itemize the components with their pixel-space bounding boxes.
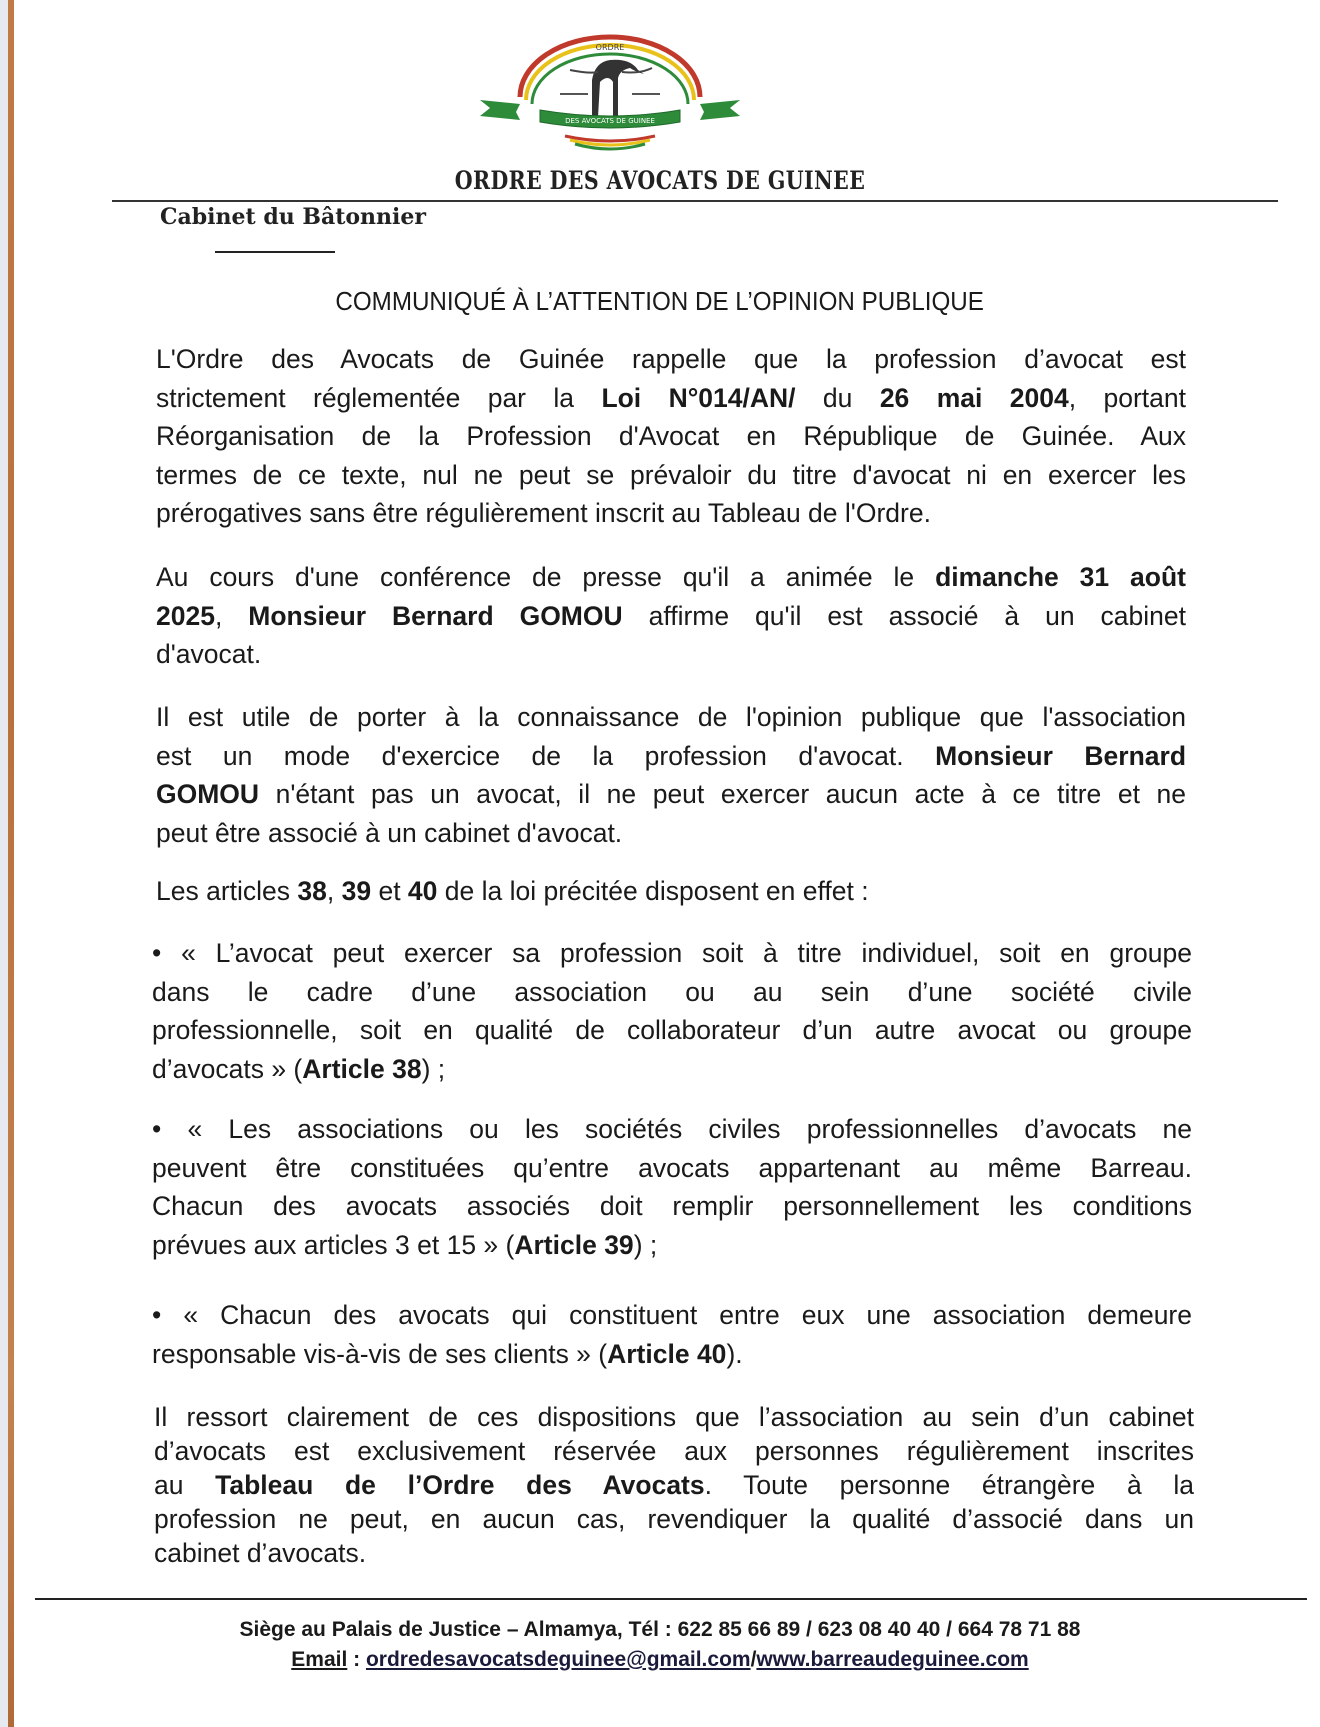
text-line: L'Ordre des Avocats de Guinée rappelle que la profession d’avocat est [156, 344, 1186, 374]
text-line [156, 379, 1186, 418]
email-link[interactable]: ordredesavocatsdeguinee@gmail.com [365, 1648, 751, 1671]
text-line [156, 558, 1186, 597]
bullet-icon: • [152, 1114, 162, 1144]
paragraph-conclusion [154, 1400, 1194, 1570]
text-line: Réorganisation de la Profession d'Avocat en République de Guinée. Aux [156, 421, 1186, 451]
paragraph-articles-intro [156, 872, 1186, 911]
text-run: ). [726, 1338, 743, 1369]
footer-address: Siège au Palais de Justice – Almamya, Tél : 622 85 66 89 / 623 08 40 40 / 664 78 71 88 [239, 1618, 1081, 1641]
text-run: de la loi précitée disposent en effet : [437, 876, 869, 906]
article-reference: Article 40 [607, 1338, 727, 1369]
footer-contact [0, 1648, 1320, 1672]
law-date: 26 mai 2004 [879, 382, 1069, 413]
text-run: ) ; [633, 1229, 658, 1260]
text-run: « L’avocat peut exercer sa profession soit à titre individuel, soit en groupe [181, 938, 1192, 968]
article-39-quote [152, 1110, 1192, 1264]
text-run: strictement réglementée par la [156, 382, 602, 413]
register-name: Tableau de l’Ordre des Avocats [215, 1470, 705, 1500]
office-underline [215, 251, 335, 253]
text-run: « Chacun des avocats qui constituent entre eux une association demeure [183, 1300, 1192, 1330]
office-name: Cabinet du Bâtonnier [160, 204, 426, 230]
text-line [156, 597, 1186, 636]
text-line: cabinet d’avocats. [154, 1538, 367, 1568]
text-line [156, 737, 1186, 776]
text-line: dans le cadre d’une association ou au sein d’une société civile [152, 976, 1192, 1007]
text-line [156, 872, 1186, 911]
text-run: responsable vis-à-vis de ses clients » ( [152, 1338, 608, 1369]
header-divider [112, 200, 1278, 202]
text-line [154, 1468, 1194, 1502]
text-line [156, 775, 1186, 814]
article-number: 39 [341, 876, 372, 906]
bar-association-logo [480, 22, 740, 157]
text-line: Il ressort clairement de ces dispositions que l’association au sein d’un cabinet [154, 1402, 1194, 1432]
text-line: termes de ce texte, nul ne peut se prévaloir du titre d'avocat ni en exercer les [156, 459, 1186, 490]
text-run: est un mode d'exercice de la profession d'avocat. [156, 740, 936, 771]
paragraph-law-reminder [156, 340, 1186, 533]
text-run: Les articles [156, 876, 298, 906]
text-line [152, 1226, 1192, 1265]
article-number: 40 [407, 876, 438, 906]
text-run: prévues aux articles 3 et 15 » ( [152, 1229, 515, 1260]
text-line [152, 1050, 1192, 1089]
text-line: peut être associé à un cabinet d'avocat. [156, 817, 623, 848]
text-run: et [371, 876, 408, 906]
email-label: Email [291, 1648, 348, 1671]
text-run: « Les associations ou les sociétés civiles professionnelles d’avocats ne [187, 1114, 1192, 1144]
text-run: . Toute personne étrangère à la [704, 1470, 1194, 1500]
page-edge-binding [8, 0, 14, 1727]
organization-name: ORDRE DES AVOCATS DE GUINEE [454, 166, 866, 195]
bullet-icon: • [152, 1300, 162, 1330]
person-name: Monsieur Bernard GOMOU [248, 600, 623, 631]
text-line [152, 934, 1192, 973]
separator: : [347, 1648, 366, 1671]
text-line: profession ne peut, en aucun cas, revendiquer la qualité d’associé dans un [154, 1504, 1194, 1534]
text-line: d’avocats est exclusivement réservée aux personnes régulièrement inscrites [154, 1436, 1194, 1466]
communique-title [0, 286, 1320, 317]
text-run: ) ; [421, 1053, 446, 1084]
law-reference: Loi N°014/AN/ [601, 382, 796, 413]
footer-divider [35, 1598, 1307, 1600]
text-run: , [326, 876, 342, 906]
person-surname: GOMOU [156, 779, 260, 809]
paragraph-press-conference [156, 558, 1186, 674]
article-38-quote [152, 934, 1192, 1088]
text-line [152, 1335, 1192, 1374]
text-line: Chacun des avocats associés doit remplir personnellement les conditions [152, 1191, 1192, 1221]
person-name: Monsieur Bernard [935, 740, 1187, 771]
text-run: d’avocats » ( [152, 1053, 303, 1084]
article-number: 38 [297, 876, 327, 906]
text-line: d'avocat. [156, 639, 262, 669]
text-run: , [214, 600, 249, 631]
text-run: du [795, 382, 880, 413]
article-40-quote [152, 1296, 1192, 1373]
logo-ribbon-text: DES AVOCATS DE GUINEE [565, 117, 655, 125]
text-line [152, 1110, 1192, 1149]
text-line: Il est utile de porter à la connaissance de l'opinion publique que l'association [156, 702, 1186, 732]
separator: / [750, 1648, 757, 1671]
bullet-icon: • [152, 938, 162, 968]
text-line: prérogatives sans être régulièrement inscrit au Tableau de l'Ordre. [156, 498, 931, 528]
article-reference: Article 39 [514, 1229, 634, 1260]
text-run: affirme qu'il est associé à un cabinet [622, 600, 1186, 631]
event-date: dimanche 31 août [935, 562, 1186, 592]
text-run: au [154, 1470, 216, 1500]
text-run: , portant [1068, 382, 1186, 413]
article-reference: Article 38 [302, 1053, 422, 1084]
text-run: n'étant pas un avocat, il ne peut exercer aucun acte à ce titre et ne [259, 779, 1186, 809]
page-edge-background [0, 0, 8, 1727]
text-line: peuvent être constituées qu’entre avocats appartenant au même Barreau. [152, 1152, 1192, 1183]
paragraph-association-clarification [156, 698, 1186, 852]
logo-top-text: ORDRE [595, 43, 625, 52]
website-link[interactable]: www.barreaudeguinee.com [756, 1648, 1029, 1671]
communique-title-text: COMMUNIQUÉ À L’ATTENTION DE L’OPINION PUBLIQUE [335, 286, 985, 316]
event-year: 2025 [156, 600, 215, 631]
text-run: Au cours d'une conférence de presse qu'il a animée le [156, 562, 936, 592]
text-line: professionnelle, soit en qualité de collaborateur d’un autre avocat ou groupe [152, 1015, 1192, 1045]
text-line [152, 1296, 1192, 1335]
